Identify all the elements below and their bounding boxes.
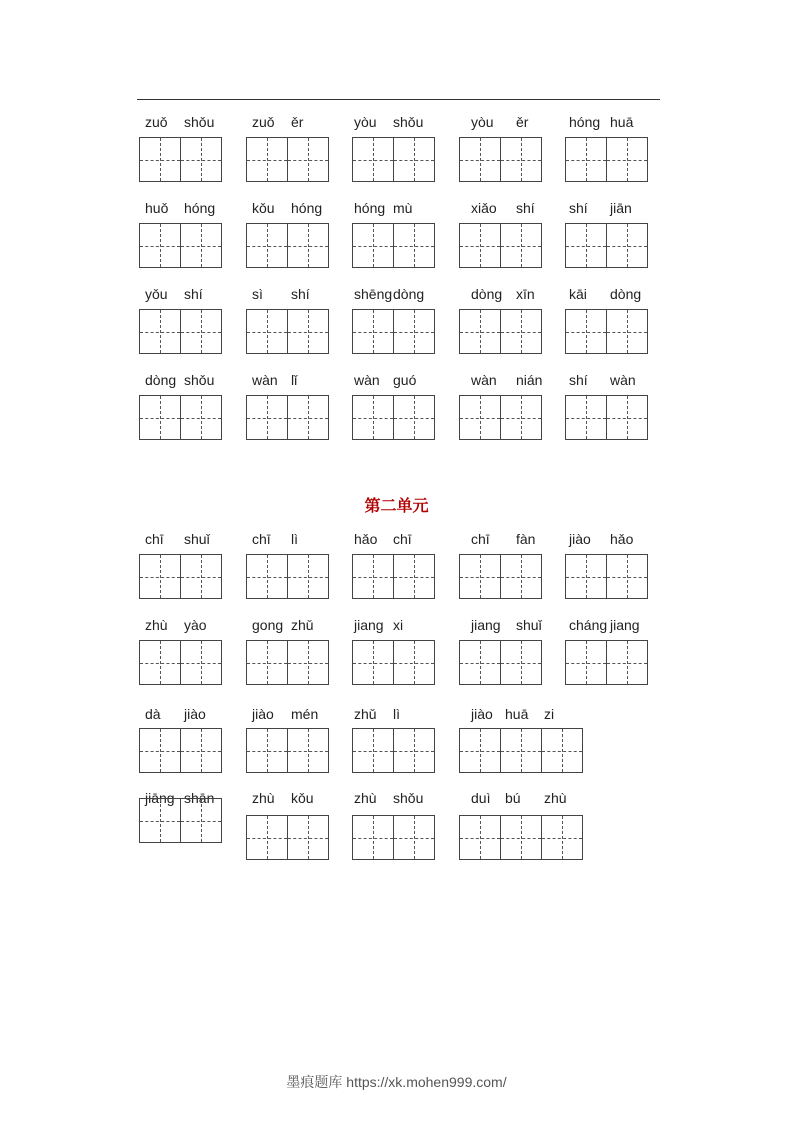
writing-grid[interactable]: [352, 640, 435, 685]
pinyin-syllable: shuǐ: [516, 617, 542, 633]
pinyin-syllable: bú: [505, 790, 521, 806]
writing-grid[interactable]: [565, 640, 648, 685]
tian-zi-cell[interactable]: [352, 309, 394, 354]
pinyin-syllable: duì: [471, 790, 491, 806]
pinyin-syllable: zi: [544, 706, 555, 722]
tian-zi-cell[interactable]: [565, 554, 607, 599]
tian-zi-cell[interactable]: [500, 309, 542, 354]
tian-zi-cell[interactable]: [139, 798, 181, 843]
tian-zi-cell[interactable]: [459, 223, 501, 268]
pinyin-syllable: hóng: [291, 200, 323, 216]
pinyin-syllable: lì: [291, 531, 298, 547]
tian-zi-cell[interactable]: [139, 137, 181, 182]
tian-zi-cell[interactable]: [606, 223, 648, 268]
tian-zi-cell[interactable]: [352, 395, 394, 440]
pinyin-syllable: hǎo: [354, 531, 378, 547]
tian-zi-cell[interactable]: [139, 554, 181, 599]
tian-zi-cell[interactable]: [287, 309, 329, 354]
pinyin-syllable: shí: [569, 372, 588, 388]
pinyin-syllable: dòng: [471, 286, 503, 302]
pinyin-syllable: kǒu: [291, 790, 314, 806]
writing-grid[interactable]: [459, 309, 542, 354]
pinyin-syllable: yǒu: [145, 286, 168, 302]
pinyin-syllable: zhù: [354, 790, 377, 806]
tian-zi-cell[interactable]: [287, 223, 329, 268]
tian-zi-cell[interactable]: [459, 728, 501, 773]
pinyin-syllable: kǒu: [252, 200, 275, 216]
pinyin-syllable: zuǒ: [145, 114, 168, 130]
tian-zi-cell[interactable]: [565, 309, 607, 354]
tian-zi-cell[interactable]: [139, 223, 181, 268]
pinyin-syllable: jiang: [471, 617, 501, 633]
writing-grid[interactable]: [246, 395, 329, 440]
tian-zi-cell[interactable]: [459, 815, 501, 860]
pinyin-syllable: shǒu: [393, 790, 424, 806]
tian-zi-cell[interactable]: [459, 309, 501, 354]
tian-zi-cell[interactable]: [287, 137, 329, 182]
pinyin-syllable: jiān: [610, 200, 632, 216]
tian-zi-cell[interactable]: [606, 137, 648, 182]
writing-grid[interactable]: [352, 815, 435, 860]
tian-zi-cell[interactable]: [139, 640, 181, 685]
pinyin-syllable: wàn: [354, 372, 380, 388]
pinyin-syllable: shí: [291, 286, 310, 302]
writing-grid[interactable]: [246, 137, 329, 182]
tian-zi-cell[interactable]: [606, 640, 648, 685]
writing-grid[interactable]: [565, 554, 648, 599]
tian-zi-cell[interactable]: [459, 395, 501, 440]
tian-zi-cell[interactable]: [565, 137, 607, 182]
pinyin-syllable: ěr: [516, 114, 529, 130]
pinyin-syllable: mù: [393, 200, 413, 216]
writing-grid[interactable]: [352, 137, 435, 182]
writing-grid[interactable]: [459, 640, 542, 685]
pinyin-syllable: dà: [145, 706, 161, 722]
tian-zi-cell[interactable]: [500, 554, 542, 599]
writing-grid[interactable]: [139, 137, 222, 182]
pinyin-syllable: ěr: [291, 114, 304, 130]
pinyin-syllable: jiang: [354, 617, 384, 633]
tian-zi-cell[interactable]: [500, 223, 542, 268]
tian-zi-cell[interactable]: [500, 728, 542, 773]
writing-grid[interactable]: [459, 815, 583, 860]
tian-zi-cell[interactable]: [352, 223, 394, 268]
pinyin-syllable: kāi: [569, 286, 587, 302]
pinyin-syllable: nián: [516, 372, 543, 388]
pinyin-syllable: hǎo: [610, 531, 634, 547]
pinyin-syllable: jiào: [569, 531, 591, 547]
writing-grid[interactable]: [246, 815, 329, 860]
tian-zi-cell[interactable]: [180, 223, 222, 268]
writing-grid[interactable]: [139, 798, 222, 843]
writing-grid[interactable]: [352, 554, 435, 599]
tian-zi-cell[interactable]: [352, 728, 394, 773]
tian-zi-cell[interactable]: [459, 137, 501, 182]
writing-grid[interactable]: [459, 554, 542, 599]
pinyin-syllable: wàn: [252, 372, 278, 388]
tian-zi-cell[interactable]: [352, 554, 394, 599]
pinyin-syllable: chī: [145, 531, 164, 547]
tian-zi-cell[interactable]: [180, 554, 222, 599]
pinyin-syllable: xīn: [516, 286, 535, 302]
tian-zi-cell[interactable]: [393, 137, 435, 182]
tian-zi-cell[interactable]: [287, 554, 329, 599]
tian-zi-cell[interactable]: [606, 554, 648, 599]
writing-grid[interactable]: [139, 728, 222, 773]
pinyin-syllable: hóng: [354, 200, 386, 216]
writing-grid[interactable]: [139, 395, 222, 440]
pinyin-syllable: mén: [291, 706, 319, 722]
tian-zi-cell[interactable]: [541, 815, 583, 860]
writing-grid[interactable]: [139, 640, 222, 685]
tian-zi-cell[interactable]: [393, 309, 435, 354]
writing-grid[interactable]: [459, 395, 542, 440]
tian-zi-cell[interactable]: [287, 395, 329, 440]
tian-zi-cell[interactable]: [500, 395, 542, 440]
tian-zi-cell[interactable]: [180, 309, 222, 354]
pinyin-syllable: fàn: [516, 531, 536, 547]
pinyin-syllable: yòu: [354, 114, 377, 130]
writing-grid[interactable]: [246, 309, 329, 354]
top-rule: [137, 99, 660, 100]
writing-grid[interactable]: [565, 309, 648, 354]
pinyin-syllable: shí: [569, 200, 588, 216]
tian-zi-cell[interactable]: [565, 640, 607, 685]
pinyin-syllable: gong: [252, 617, 284, 633]
tian-zi-cell[interactable]: [393, 815, 435, 860]
tian-zi-cell[interactable]: [352, 137, 394, 182]
pinyin-syllable: lì: [393, 706, 400, 722]
tian-zi-cell[interactable]: [139, 309, 181, 354]
tian-zi-cell[interactable]: [393, 223, 435, 268]
pinyin-syllable: hóng: [184, 200, 216, 216]
tian-zi-cell[interactable]: [139, 395, 181, 440]
tian-zi-cell[interactable]: [500, 815, 542, 860]
section-title: 第二单元: [364, 496, 429, 515]
pinyin-syllable: wàn: [610, 372, 636, 388]
tian-zi-cell[interactable]: [393, 554, 435, 599]
tian-zi-cell[interactable]: [139, 728, 181, 773]
tian-zi-cell[interactable]: [393, 640, 435, 685]
tian-zi-cell[interactable]: [352, 815, 394, 860]
writing-grid[interactable]: [246, 640, 329, 685]
pinyin-syllable: lǐ: [291, 372, 298, 388]
pinyin-syllable: shǒu: [184, 372, 215, 388]
pinyin-syllable: shǒu: [393, 114, 424, 130]
pinyin-syllable: jiào: [252, 706, 274, 722]
pinyin-syllable: huā: [505, 706, 529, 722]
pinyin-syllable: guó: [393, 372, 417, 388]
tian-zi-cell[interactable]: [287, 815, 329, 860]
tian-zi-cell[interactable]: [459, 640, 501, 685]
pinyin-syllable: dòng: [145, 372, 177, 388]
pinyin-syllable: zhǔ: [291, 617, 314, 633]
writing-grid[interactable]: [139, 554, 222, 599]
pinyin-syllable: jiào: [184, 706, 206, 722]
pinyin-syllable: huǒ: [145, 200, 169, 216]
writing-grid[interactable]: [459, 728, 583, 773]
tian-zi-cell[interactable]: [246, 309, 288, 354]
tian-zi-cell[interactable]: [541, 728, 583, 773]
pinyin-syllable: sì: [252, 286, 263, 302]
pinyin-syllable: zhù: [544, 790, 567, 806]
tian-zi-cell[interactable]: [393, 395, 435, 440]
tian-zi-cell[interactable]: [180, 798, 222, 843]
tian-zi-cell[interactable]: [180, 137, 222, 182]
writing-grid[interactable]: [139, 223, 222, 268]
tian-zi-cell[interactable]: [500, 137, 542, 182]
writing-grid[interactable]: [352, 309, 435, 354]
tian-zi-cell[interactable]: [246, 640, 288, 685]
tian-zi-cell[interactable]: [606, 395, 648, 440]
writing-grid[interactable]: [565, 137, 648, 182]
pinyin-syllable: dòng: [610, 286, 642, 302]
writing-grid[interactable]: [459, 223, 542, 268]
tian-zi-cell[interactable]: [180, 640, 222, 685]
tian-zi-cell[interactable]: [180, 728, 222, 773]
tian-zi-cell[interactable]: [246, 728, 288, 773]
pinyin-syllable: huā: [610, 114, 634, 130]
writing-grid[interactable]: [246, 728, 329, 773]
pinyin-syllable: xi: [393, 617, 404, 633]
pinyin-syllable: shuǐ: [184, 531, 210, 547]
pinyin-syllable: chī: [252, 531, 271, 547]
tian-zi-cell[interactable]: [246, 554, 288, 599]
tian-zi-cell[interactable]: [565, 395, 607, 440]
writing-grid[interactable]: [139, 309, 222, 354]
tian-zi-cell[interactable]: [459, 554, 501, 599]
pinyin-syllable: yòu: [471, 114, 494, 130]
writing-grid[interactable]: [459, 137, 542, 182]
pinyin-syllable: yào: [184, 617, 207, 633]
tian-zi-cell[interactable]: [246, 223, 288, 268]
pinyin-syllable: chī: [471, 531, 490, 547]
pinyin-syllable: zuǒ: [252, 114, 275, 130]
pinyin-syllable: cháng: [569, 617, 608, 633]
tian-zi-cell[interactable]: [565, 223, 607, 268]
pinyin-syllable: shǒu: [184, 114, 215, 130]
tian-zi-cell[interactable]: [287, 640, 329, 685]
tian-zi-cell[interactable]: [352, 640, 394, 685]
writing-grid[interactable]: [352, 728, 435, 773]
pinyin-syllable: xiǎo: [471, 200, 497, 216]
pinyin-syllable: hóng: [569, 114, 601, 130]
tian-zi-cell[interactable]: [500, 640, 542, 685]
tian-zi-cell[interactable]: [393, 728, 435, 773]
writing-grid[interactable]: [565, 223, 648, 268]
pinyin-syllable: jiào: [471, 706, 493, 722]
tian-zi-cell[interactable]: [287, 728, 329, 773]
writing-grid[interactable]: [352, 223, 435, 268]
pinyin-syllable: zhù: [252, 790, 275, 806]
pinyin-syllable: jiāng: [145, 790, 175, 806]
tian-zi-cell[interactable]: [246, 137, 288, 182]
tian-zi-cell[interactable]: [246, 395, 288, 440]
pinyin-syllable: wàn: [471, 372, 497, 388]
tian-zi-cell[interactable]: [246, 815, 288, 860]
pinyin-syllable: shān: [184, 790, 215, 806]
pinyin-syllable: zhǔ: [354, 706, 377, 722]
writing-grid[interactable]: [246, 554, 329, 599]
pinyin-syllable: zhù: [145, 617, 168, 633]
tian-zi-cell[interactable]: [180, 395, 222, 440]
footer-watermark: 墨痕题库 https://xk.mohen999.com/: [286, 1074, 507, 1090]
pinyin-syllable: shēng: [354, 286, 393, 302]
pinyin-syllable: jiang: [610, 617, 640, 633]
tian-zi-cell[interactable]: [606, 309, 648, 354]
writing-grid[interactable]: [246, 223, 329, 268]
pinyin-syllable: dòng: [393, 286, 425, 302]
writing-grid[interactable]: [565, 395, 648, 440]
pinyin-syllable: chī: [393, 531, 412, 547]
pinyin-syllable: shí: [184, 286, 203, 302]
writing-grid[interactable]: [352, 395, 435, 440]
pinyin-syllable: shí: [516, 200, 535, 216]
